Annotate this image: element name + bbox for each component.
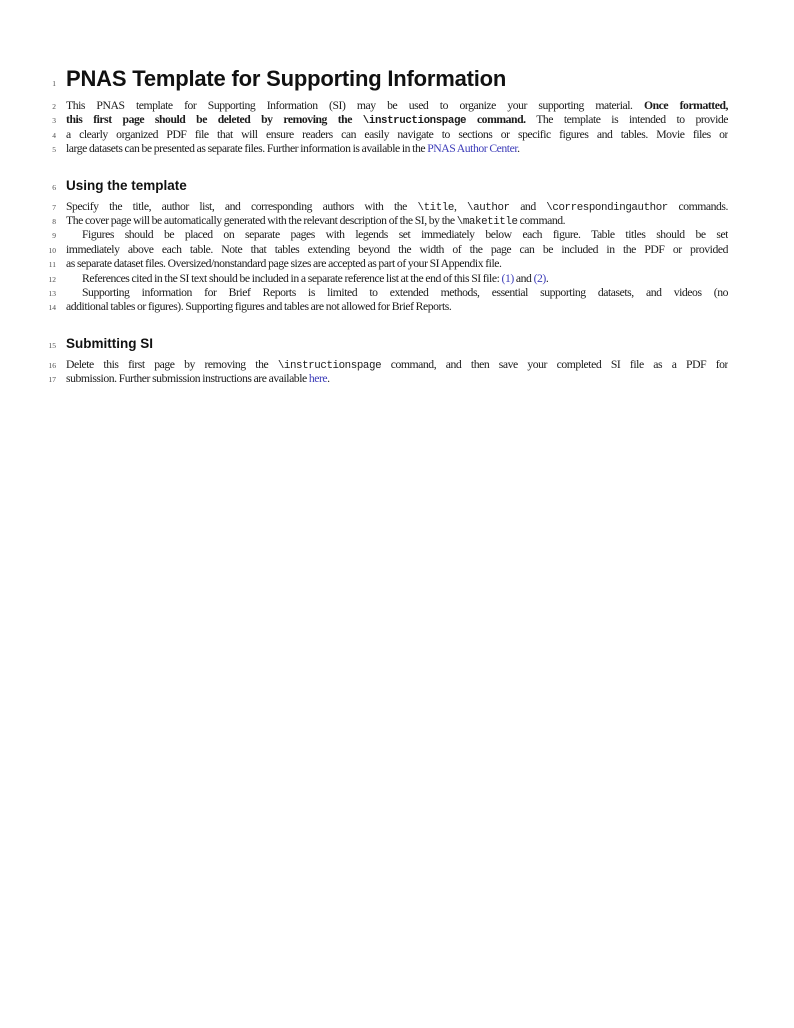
paragraph-line xyxy=(66,113,728,127)
text-segment: Specify the title, author list, and corresponding authors with the xyxy=(66,199,418,213)
margin-line-number: 14 xyxy=(48,303,56,313)
paragraph-line xyxy=(66,372,728,386)
paragraph-line xyxy=(66,128,728,142)
text-segment: large datasets can be presented as separate files. Further information is available in the xyxy=(66,142,428,156)
body-text-line xyxy=(0,358,794,372)
text-segment: , xyxy=(453,199,468,213)
latex-command-text: \correspondingauthor xyxy=(546,201,668,214)
latex-command-text: \title xyxy=(417,201,454,214)
text-segment: . xyxy=(327,372,330,386)
paragraph-line xyxy=(66,142,728,156)
body-text-line xyxy=(0,286,794,300)
pnas-author-center-link[interactable]: PNAS Author Center xyxy=(427,142,518,156)
margin-line-number: 15 xyxy=(48,340,56,350)
margin-line-number: 12 xyxy=(48,274,56,284)
paragraph-line xyxy=(66,272,728,286)
text-segment: Supporting information for Brief Reports is limited to extended methods, essential supporting datasets, and videos (no xyxy=(82,285,728,299)
margin-line-number: 17 xyxy=(48,375,56,385)
paragraph-line xyxy=(66,99,728,113)
text-segment: submission. Further submission instructions are available xyxy=(66,372,309,386)
text-segment: and xyxy=(509,199,547,213)
body-text-line xyxy=(0,272,794,286)
text-segment: PNAS Template for Supporting Information xyxy=(66,66,507,91)
document-body xyxy=(0,64,794,386)
paragraph-line xyxy=(66,243,728,257)
margin-line-number: 7 xyxy=(52,202,56,212)
text-segment: command, and then save your completed SI file as a PDF for xyxy=(381,357,728,371)
latex-command-text: \maketitle xyxy=(456,215,518,228)
section-heading xyxy=(66,178,728,193)
here-link[interactable]: here xyxy=(308,372,328,386)
paragraph-line xyxy=(66,286,728,300)
text-segment: Delete this first page by removing the xyxy=(66,357,278,371)
body-text-line xyxy=(0,142,794,156)
paragraph-line xyxy=(66,257,728,271)
paragraph-line xyxy=(66,228,728,242)
latex-command-text: \author xyxy=(467,201,510,214)
margin-line-number: 2 xyxy=(52,102,56,111)
text-segment: as separate dataset files. Oversized/nonstandard page sizes are accepted as part of your SI Appendix file. xyxy=(66,257,502,271)
text-segment: commands. xyxy=(667,199,728,213)
body-text-line xyxy=(0,372,794,386)
margin-line-number: 8 xyxy=(52,216,56,226)
margin-line-number: 3 xyxy=(52,116,56,126)
text-segment: The template is intended to provide xyxy=(525,113,728,127)
paragraph-line xyxy=(66,200,728,214)
text-segment: this first page should be deleted by removing the xyxy=(66,113,363,127)
body-text-line xyxy=(0,99,794,113)
text-segment: This PNAS template for Supporting Information (SI) may be used to organize your supporting material. xyxy=(66,99,644,112)
text-segment: a clearly organized PDF file that will ensure readers can easily navigate to sections or specific figures and tables. Movie files or xyxy=(66,127,728,141)
text-segment: . xyxy=(545,271,549,285)
section-heading-line xyxy=(0,336,794,351)
text-segment: immediately above each table. Note that tables extending beyond the width of the page can be included in the PDF or provided xyxy=(66,242,728,256)
margin-line-number: 4 xyxy=(52,130,56,140)
body-text-line xyxy=(0,214,794,228)
latex-command-text: \instructionspage xyxy=(277,359,382,372)
body-text-line xyxy=(0,300,794,314)
text-segment: additional tables or figures). Supporting figures and tables are not allowed for Brief Reports. xyxy=(66,300,452,314)
citation-1-link[interactable]: (1) xyxy=(501,271,514,285)
body-text-line xyxy=(0,200,794,214)
margin-line-number: 1 xyxy=(52,79,56,88)
section-heading xyxy=(66,336,728,351)
text-segment: and xyxy=(513,271,534,285)
body-text-line xyxy=(0,128,794,142)
margin-line-number: 13 xyxy=(48,288,56,298)
text-segment: Using the template xyxy=(66,177,187,193)
margin-line-number: 5 xyxy=(52,145,56,155)
paragraph-line xyxy=(66,358,728,372)
section-heading-line xyxy=(0,178,794,193)
body-text-line xyxy=(0,243,794,257)
text-segment: References cited in the SI text should be included in a separate reference list at the end of this SI file: xyxy=(82,271,502,285)
paragraph-line xyxy=(66,300,728,314)
margin-line-number: 9 xyxy=(52,231,56,241)
latex-command-text: \instructionspage xyxy=(362,115,467,128)
text-segment: command. xyxy=(466,113,526,127)
text-segment: . xyxy=(517,142,520,156)
text-segment: The cover page will be automatically generated with the relevant description of the SI, by the xyxy=(66,213,457,227)
text-segment: command. xyxy=(517,213,566,227)
body-text-line xyxy=(0,257,794,271)
text-segment: Once formatted, xyxy=(643,99,728,112)
citation-2-link[interactable]: (2) xyxy=(533,271,546,285)
text-segment: Submitting SI xyxy=(66,335,153,351)
margin-line-number: 10 xyxy=(48,245,56,255)
margin-line-number: 11 xyxy=(48,260,56,270)
text-segment: Figures should be placed on separate pages with legends set immediately below each figure. Table titles should be set xyxy=(82,228,728,242)
body-text-line xyxy=(0,228,794,242)
document-title-line xyxy=(0,64,794,99)
margin-line-number: 16 xyxy=(48,360,56,370)
page-title xyxy=(66,64,728,94)
paragraph-line xyxy=(66,214,728,228)
body-text-line xyxy=(0,113,794,127)
margin-line-number: 6 xyxy=(52,182,56,192)
